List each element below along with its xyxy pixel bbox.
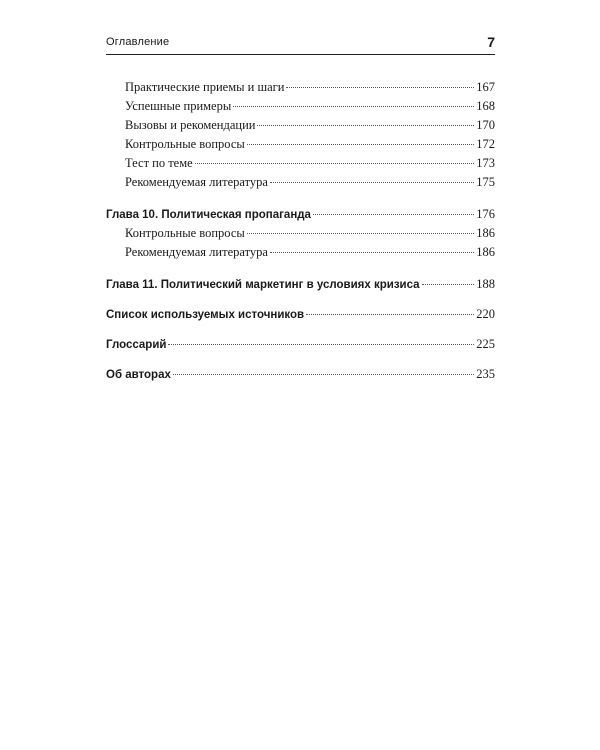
toc-entry-label: Успешные примеры	[125, 99, 232, 113]
toc-entry-page: 170	[476, 118, 495, 132]
toc-entry[interactable]	[106, 243, 495, 262]
toc-entry-page: 167	[476, 80, 495, 94]
dot-leader	[247, 144, 474, 145]
toc-glossary[interactable]	[106, 335, 495, 354]
toc-chapter-page: 188	[476, 277, 495, 291]
toc-section-page: 220	[476, 307, 495, 321]
toc-entry-label: Рекомендуемая литература	[125, 245, 268, 259]
toc-section-label: Об авторах	[106, 369, 171, 381]
toc-entry-label: Контрольные вопросы	[125, 226, 245, 240]
toc-entry-label: Практические приемы и шаги	[125, 80, 285, 94]
dot-leader	[247, 233, 474, 234]
toc-entry-label: Рекомендуемая литература	[125, 175, 268, 189]
toc-section-page: 225	[476, 337, 495, 351]
dot-leader	[173, 374, 474, 375]
dot-leader	[422, 284, 475, 285]
dot-leader	[195, 163, 475, 164]
toc-authors[interactable]	[106, 365, 495, 384]
toc-section-label: Глоссарий	[106, 339, 167, 351]
toc-sources[interactable]	[106, 305, 495, 324]
header-page-number: 7	[487, 34, 495, 50]
dot-leader	[168, 344, 474, 345]
toc-chapter-page: 176	[476, 207, 495, 221]
toc-entry[interactable]	[106, 97, 495, 116]
toc-chapter-label: Глава 11. Политический маркетинг в условиях кризиса	[106, 279, 420, 291]
header-title: Оглавление	[106, 36, 170, 48]
dot-leader	[233, 106, 474, 107]
toc-entry[interactable]	[106, 135, 495, 154]
toc-entry-page: 172	[476, 137, 495, 151]
dot-leader	[306, 314, 474, 315]
dot-leader	[286, 87, 474, 88]
dot-leader	[257, 125, 474, 126]
dot-leader	[270, 252, 474, 253]
toc-entry[interactable]	[106, 116, 495, 135]
toc-entry-label: Вызовы и рекомендации	[125, 118, 256, 132]
toc-entry[interactable]	[106, 224, 495, 243]
toc-entry-page: 186	[476, 226, 495, 240]
dot-leader	[270, 182, 474, 183]
toc-chapter-10[interactable]	[106, 205, 495, 224]
toc-section-page: 235	[476, 367, 495, 381]
toc-entry-page: 175	[476, 175, 495, 189]
toc-entry-page: 173	[476, 156, 495, 170]
toc-entry-label: Тест по теме	[125, 156, 193, 170]
toc-entry[interactable]	[106, 173, 495, 192]
running-header	[106, 36, 495, 55]
table-of-contents	[106, 78, 495, 384]
toc-chapter-11[interactable]	[106, 275, 495, 294]
toc-entry[interactable]	[106, 78, 495, 97]
toc-entry-page: 168	[476, 99, 495, 113]
toc-chapter-label: Глава 10. Политическая пропаганда	[106, 209, 311, 221]
toc-entry-label: Контрольные вопросы	[125, 137, 245, 151]
toc-entry[interactable]	[106, 154, 495, 173]
dot-leader	[313, 214, 474, 215]
toc-section-label: Список используемых источников	[106, 309, 305, 321]
toc-entry-page: 186	[476, 245, 495, 259]
